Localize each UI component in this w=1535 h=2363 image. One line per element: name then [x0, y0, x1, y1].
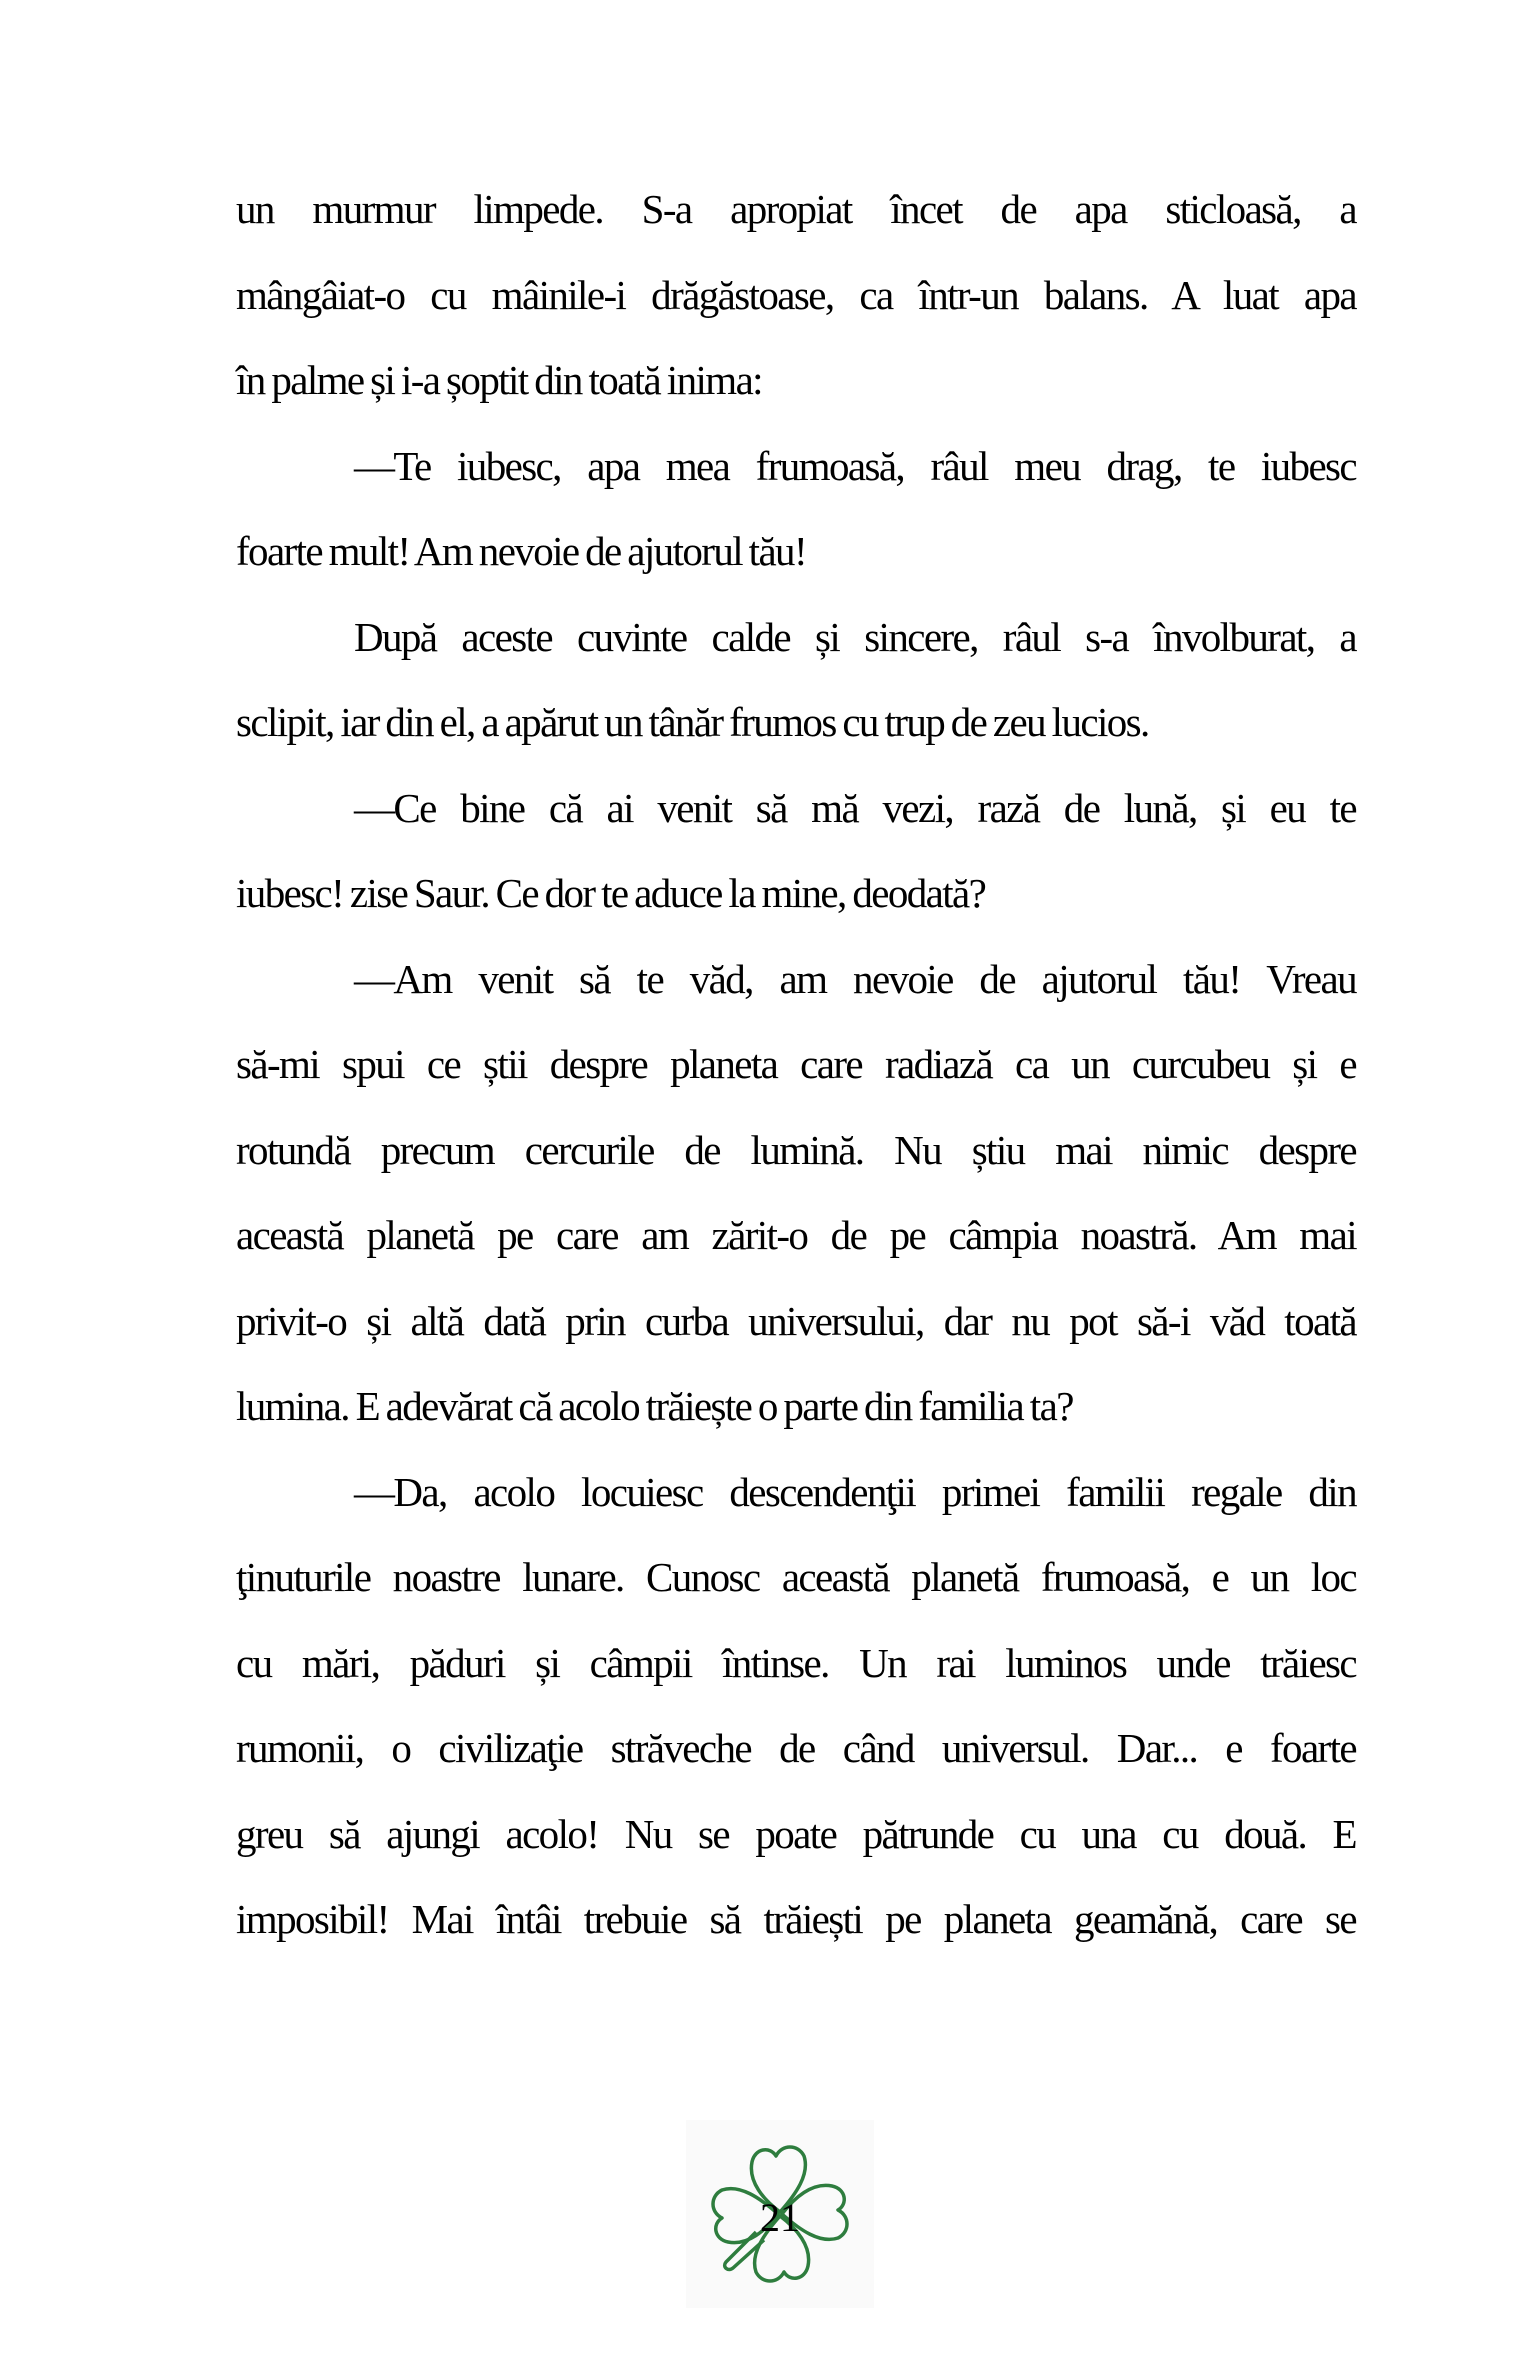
- text-line: privit-o și altă dată prin curba universului, dar nu pot să-i văd toată: [236, 1297, 1356, 1344]
- text-line: —Ce bine că ai venit să mă vezi, rază de lună, și eu te: [354, 784, 1356, 831]
- text-line: foarte mult! Am nevoie de ajutorul tău!: [236, 528, 807, 574]
- text-line: cu mări, păduri și câmpii întinse. Un rai luminos unde trăiesc: [236, 1639, 1356, 1686]
- text-line: —Da, acolo locuiesc descendenţii primei familii regale din: [354, 1468, 1356, 1515]
- text-line: în palme și i-a șoptit din toată inima:: [236, 357, 762, 403]
- text-line: imposibil! Mai întâi trebuie să trăiești pe planeta geamănă, care se: [236, 1896, 1356, 1942]
- text-line: ţinuturile noastre lunare. Cunosc această planetă frumoasă, e un loc: [236, 1554, 1356, 1600]
- text-line: rumonii, o civilizaţie străveche de când universul. Dar... e foarte: [236, 1725, 1356, 1771]
- text-line: —Am venit să te văd, am nevoie de ajutorul tău! Vreau: [354, 955, 1356, 1002]
- page-number: 21: [760, 2195, 800, 2240]
- text-line: un murmur limpede. S-a apropiat încet de apa sticloasă, a: [236, 186, 1356, 232]
- page-body-text: [236, 167, 1356, 1963]
- text-line: rotundă precum cercurile de lumină. Nu știu mai nimic despre: [236, 1126, 1356, 1173]
- text-line: această planetă pe care am zărit-o de pe câmpia noastră. Am mai: [236, 1212, 1356, 1258]
- text-line: —Te iubesc, apa mea frumoasă, râul meu drag, te iubesc: [354, 442, 1356, 489]
- text-line: greu să ajungi acolo! Nu se poate pătrunde cu una cu două. E: [236, 1810, 1356, 1857]
- text-line: sclipit, iar din el, a apărut un tânăr frumos cu trup de zeu lucios.: [236, 699, 1149, 745]
- text-line: mângâiat-o cu mâinile-i drăgăstoase, ca într-un balans. A luat apa: [236, 271, 1356, 318]
- text-line: După aceste cuvinte calde și sincere, râul s-a învolburat, a: [354, 613, 1356, 660]
- page-footer: [686, 2120, 874, 2308]
- text-line: lumina. E adevărat că acolo trăiește o parte din familia ta?: [236, 1383, 1073, 1429]
- text-line: să-mi spui ce știi despre planeta care radiază ca un curcubeu și e: [236, 1041, 1356, 1087]
- text-line: iubesc! zise Saur. Ce dor te aduce la mine, deodată?: [236, 870, 986, 916]
